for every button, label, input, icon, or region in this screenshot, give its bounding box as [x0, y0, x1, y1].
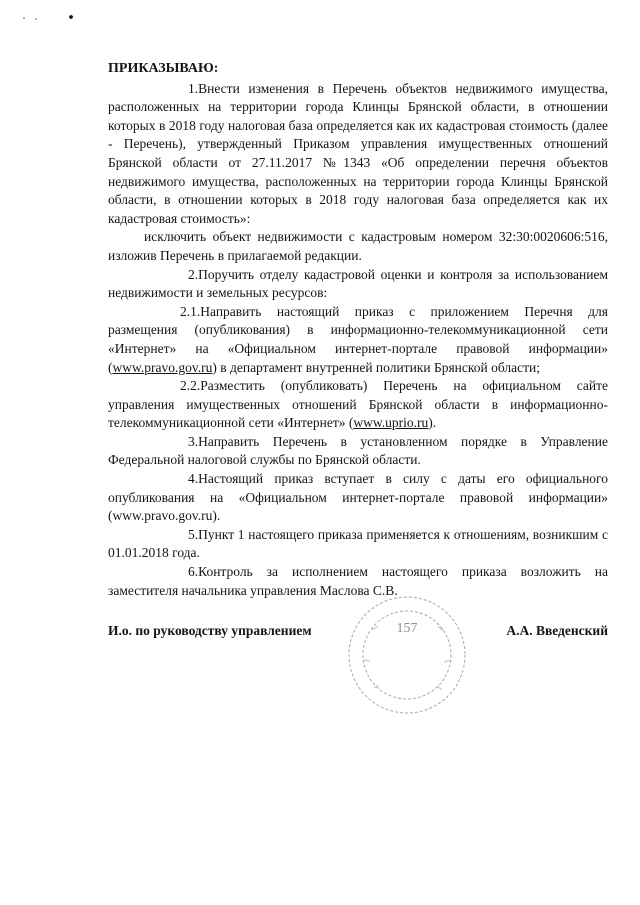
signer-name: А.А. Введенский	[506, 623, 608, 638]
item-2-1-number: 2.1.	[180, 303, 201, 319]
item-2-2-text-a: Разместить (опубликовать) Перечень на официальном сайте управления имущественных отношений Брянской области в информационно-телекоммуникационной сети «Интернет» (	[108, 378, 608, 431]
item-1-text: Внести изменения в Перечень объектов недвижимого имущества, расположенных на территории города Клинцы Брянской области, в отношении которых в 2018 году налоговая база определяется как их кадастровая стоимость (далее - Перечень), утвержденный Приказом управления имущественных отношений Брянской области от 27.11.2017 №1343 «Об определении перечня объектов недвижимого имущества, расположенных на территории города Клинцы Брянской области, в отношении которых в 2018 году налоговая база определяется как их кадастровая стоимость»:	[108, 80, 608, 226]
item-1-exclusion: исключить объект недвижимости с кадастровым номером 32:30:0020606:516, изложив Перечень в прилагаемой редакции.	[108, 229, 608, 263]
item-2-number: 2.	[188, 266, 199, 282]
item-2-2-text-b: ).	[428, 415, 437, 431]
official-stamp	[342, 590, 472, 720]
item-4	[108, 470, 608, 526]
item-2-2	[108, 377, 608, 433]
pravo-link[interactable]: www.pravo.gov.ru	[112, 359, 213, 375]
signature-block	[108, 623, 608, 647]
item-4-number: 4.	[188, 471, 199, 487]
item-4-text: Настоящий приказ вступает в силу с даты его официального опубликования на «Официальном интернет-портале правовой информации» (www.pravo.gov.ru).	[108, 471, 608, 524]
scan-specks	[20, 10, 80, 26]
item-6-text: Контроль за исполнением настоящего приказа возложить на заместителя начальника управления Маслова С.В.	[108, 564, 608, 598]
item-5-text: Пункт 1 настоящего приказа применяется к отношениям, возникшим с 01.01.2018 года.	[108, 526, 608, 561]
uprio-link[interactable]: www.uprio.ru	[353, 415, 429, 431]
item-2-text: Поручить отделу кадастровой оценки и контроля за использованием недвижимости и земельных ресурсов:	[108, 266, 608, 301]
order-heading: ПРИКАЗЫВАЮ:	[108, 61, 219, 76]
item-2-1-text-a: Направить настоящий приказ с приложением Перечня для размещения (опубликования) в информационно-телекоммуникационной сети «Интернет» на «Официальном интернет-портале правовой информации» (	[108, 303, 608, 375]
item-5	[108, 526, 608, 563]
item-5-number: 5.	[188, 526, 199, 542]
stamp-number: 157	[396, 621, 418, 636]
item-1	[108, 80, 608, 229]
item-1-number: 1.	[188, 80, 199, 96]
item-2-1	[108, 303, 608, 377]
item-2-2-number: 2.2.	[180, 378, 201, 394]
item-3-text: Направить Перечень в установленном порядке в Управление Федеральной налоговой службы по Брянской области.	[108, 433, 608, 468]
signer-position: И.о. по руководству управлением	[108, 623, 312, 638]
order-body	[108, 60, 608, 600]
item-3-number: 3.	[188, 433, 199, 449]
item-2	[108, 266, 608, 303]
item-3	[108, 433, 608, 470]
item-6-number: 6.	[188, 564, 199, 580]
item-2-1-text-b: ) в департамент внутренней политики Брянской области;	[212, 359, 540, 375]
